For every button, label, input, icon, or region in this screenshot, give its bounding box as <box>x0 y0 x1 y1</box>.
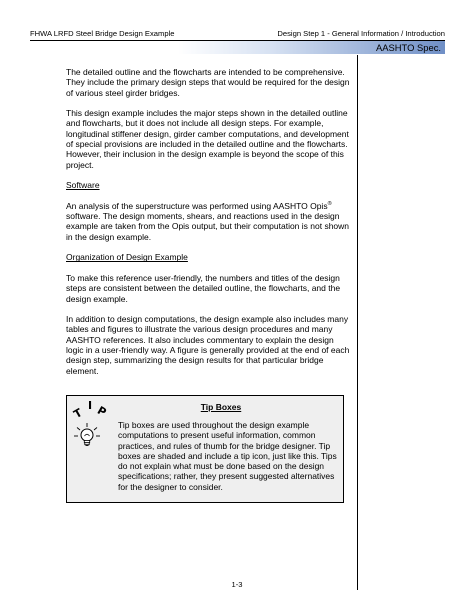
header-section-title: Design Step 1 - General Information / Introduction <box>277 29 445 38</box>
spec-column-divider <box>357 55 358 590</box>
tip-letter-p: P <box>95 403 109 420</box>
heading-organization: Organization of Design Example <box>66 252 188 263</box>
heading-software: Software <box>66 180 100 191</box>
tip-letter-t: T <box>72 406 85 422</box>
software-text-before: An analysis of the superstructure was performed using AASHTO Opis <box>66 200 328 211</box>
registered-mark: ® <box>327 201 332 208</box>
paragraph-outline: The detailed outline and the flowcharts are intended to be comprehensive. They include the primary design steps that would be required for the design of various steel girder bridges. <box>66 67 350 98</box>
paragraph-computations: In addition to design computations, the design example also includes many tables and figures to illustrate the various design procedures and many AASHTO references. It also includes commentary to explain the design logic in a user-friendly way. A figure is generally provided at the end of each design step, summarizing the design results for that particular bridge element. <box>66 314 350 376</box>
paragraph-organization: To make this reference user-friendly, the numbers and titles of the design steps are consistent between the detailed outline, the flowcharts, and the design example. <box>66 272 341 304</box>
tip-box-text: Tip boxes are used throughout the design example computations to present useful information, common practices, and rules of thumb for the bridge designer. Tip boxes are shaded and include a tip icon, just like this. Tips do not explain what must be done based on the design specifications; rather, they present suggested alternatives for the designer to consider. <box>118 420 337 492</box>
tip-box-title: Tip Boxes <box>200 402 242 412</box>
header-document-title: FHWA LRFD Steel Bridge Design Example <box>30 29 175 38</box>
tip-letter-i: I <box>88 400 93 412</box>
paragraph-scope: This design example includes the major steps shown in the detailed outline and flowcharts, but it does not include all design steps. For example, longitudinal stiffener design, girder camber computations, and development of special provisions are included in the detailed outline and the flowcharts. However, their inclusion in the design example is beyond the scope of this project. <box>66 108 349 170</box>
main-content <box>66 67 352 386</box>
tip-box <box>66 395 344 503</box>
aashto-spec-label: AASHTO Spec. <box>376 42 441 53</box>
software-text-after: software. The design moments, shears, and reactions used in the design example are taken from the Opis output, but their computation is not shown in the design example. <box>66 211 350 242</box>
page-number: 1-3 <box>231 580 243 589</box>
paragraph-software <box>66 201 352 242</box>
